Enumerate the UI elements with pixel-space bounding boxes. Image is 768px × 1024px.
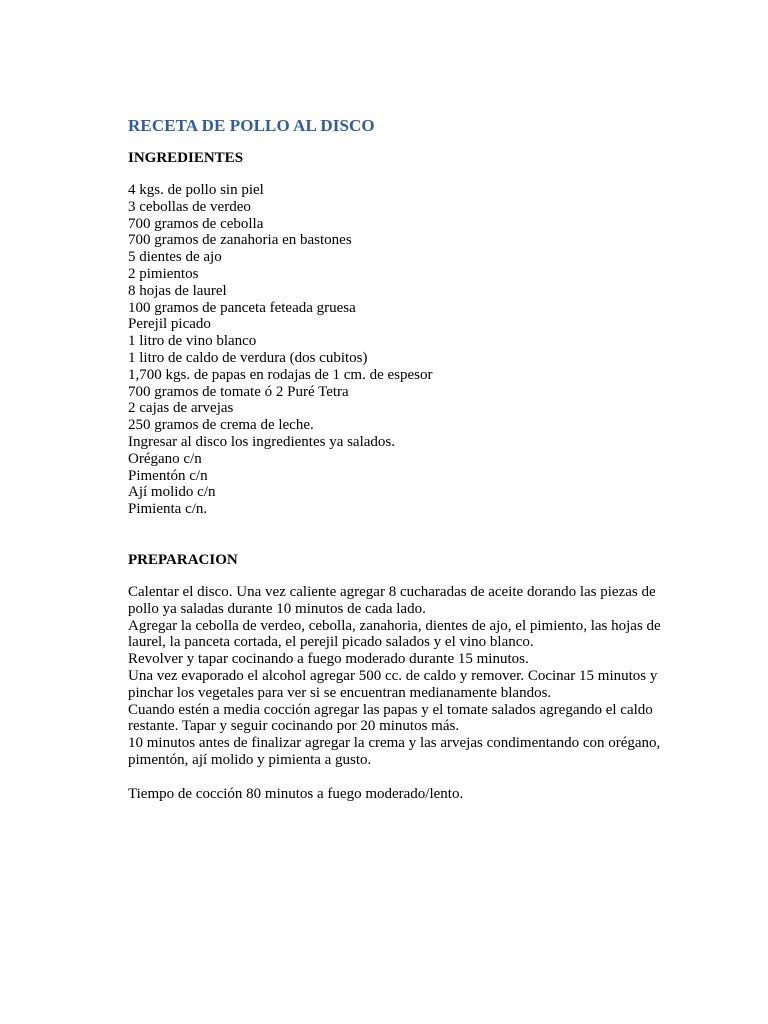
ingredient-item: Ingresar al disco los ingredientes ya salados. — [128, 433, 396, 450]
ingredient-item: Perejil picado — [128, 316, 211, 333]
ingredient-item: 700 gramos de tomate ó 2 Puré Tetra — [128, 383, 349, 400]
ingredient-item: 2 pimientos — [128, 265, 199, 282]
ingredient-item: 250 gramos de crema de leche. — [128, 417, 314, 434]
preparation-step: Cuando estén a media cocción agregar las papas y el tomate salados agregando el caldo restante. Tapar y seguir cocinando por 20 minutos más. — [128, 701, 653, 735]
document-page — [128, 114, 688, 818]
preparation-step: 10 minutos antes de finalizar agregar la crema y las arvejas condimentando con orégano, pimentón, ají molido y pimienta a gusto. — [128, 735, 661, 768]
ingredient-item: Ají molido c/n — [128, 484, 216, 501]
preparation-step: Agregar la cebolla de verdeo, cebolla, zanahoria, dientes de ajo, el pimiento, las hojas de laurel, la panceta cortada, el perejil picado salados y el vino blanco. — [128, 617, 661, 651]
ingredients-heading: INGREDIENTES — [128, 150, 244, 166]
ingredient-item: 700 gramos de zanahoria en bastones — [128, 232, 352, 249]
preparation-step: Una vez evaporado el alcohol agregar 500 cc. de caldo y remover. Cocinar 15 minutos y pinchar los vegetales para ver si se encuentran medianamente blandos. — [128, 667, 658, 701]
ingredient-item: 700 gramos de cebolla — [128, 215, 264, 232]
preparation-step: Revolver y tapar cocinando a fuego moderado durante 15 minutos. — [128, 651, 529, 668]
ingredient-item: Pimentón c/n — [128, 467, 208, 484]
ingredient-item: 100 gramos de panceta feteada gruesa — [128, 299, 356, 316]
ingredient-item: 1 litro de vino blanco — [128, 333, 257, 350]
ingredient-item: 1,700 kgs. de papas en rodajas de 1 cm. de espesor — [128, 366, 433, 383]
ingredient-item: 2 cajas de arvejas — [128, 400, 234, 417]
ingredient-item: 1 litro de caldo de verdura (dos cubitos) — [128, 349, 368, 366]
recipe-title: RECETA DE POLLO AL DISCO — [128, 116, 375, 135]
ingredient-item: 3 cebollas de verdeo — [128, 198, 251, 215]
cooking-time: Tiempo de cocción 80 minutos a fuego moderado/lento. — [128, 785, 464, 802]
ingredient-item: 4 kgs. de pollo sin piel — [128, 182, 264, 198]
ingredients-list — [128, 182, 688, 518]
ingredient-item: 5 dientes de ajo — [128, 249, 222, 266]
ingredient-item: Pimienta c/n. — [128, 501, 208, 518]
preparation-steps — [128, 584, 688, 769]
preparation-heading: PREPARACION — [128, 551, 238, 568]
ingredient-item: Orégano c/n — [128, 450, 202, 467]
preparation-step: Calentar el disco. Una vez caliente agregar 8 cucharadas de aceite dorando las piezas de pollo ya saladas durante 10 minutos de cada lado. — [128, 583, 656, 617]
ingredient-item: 8 hojas de laurel — [128, 282, 227, 299]
